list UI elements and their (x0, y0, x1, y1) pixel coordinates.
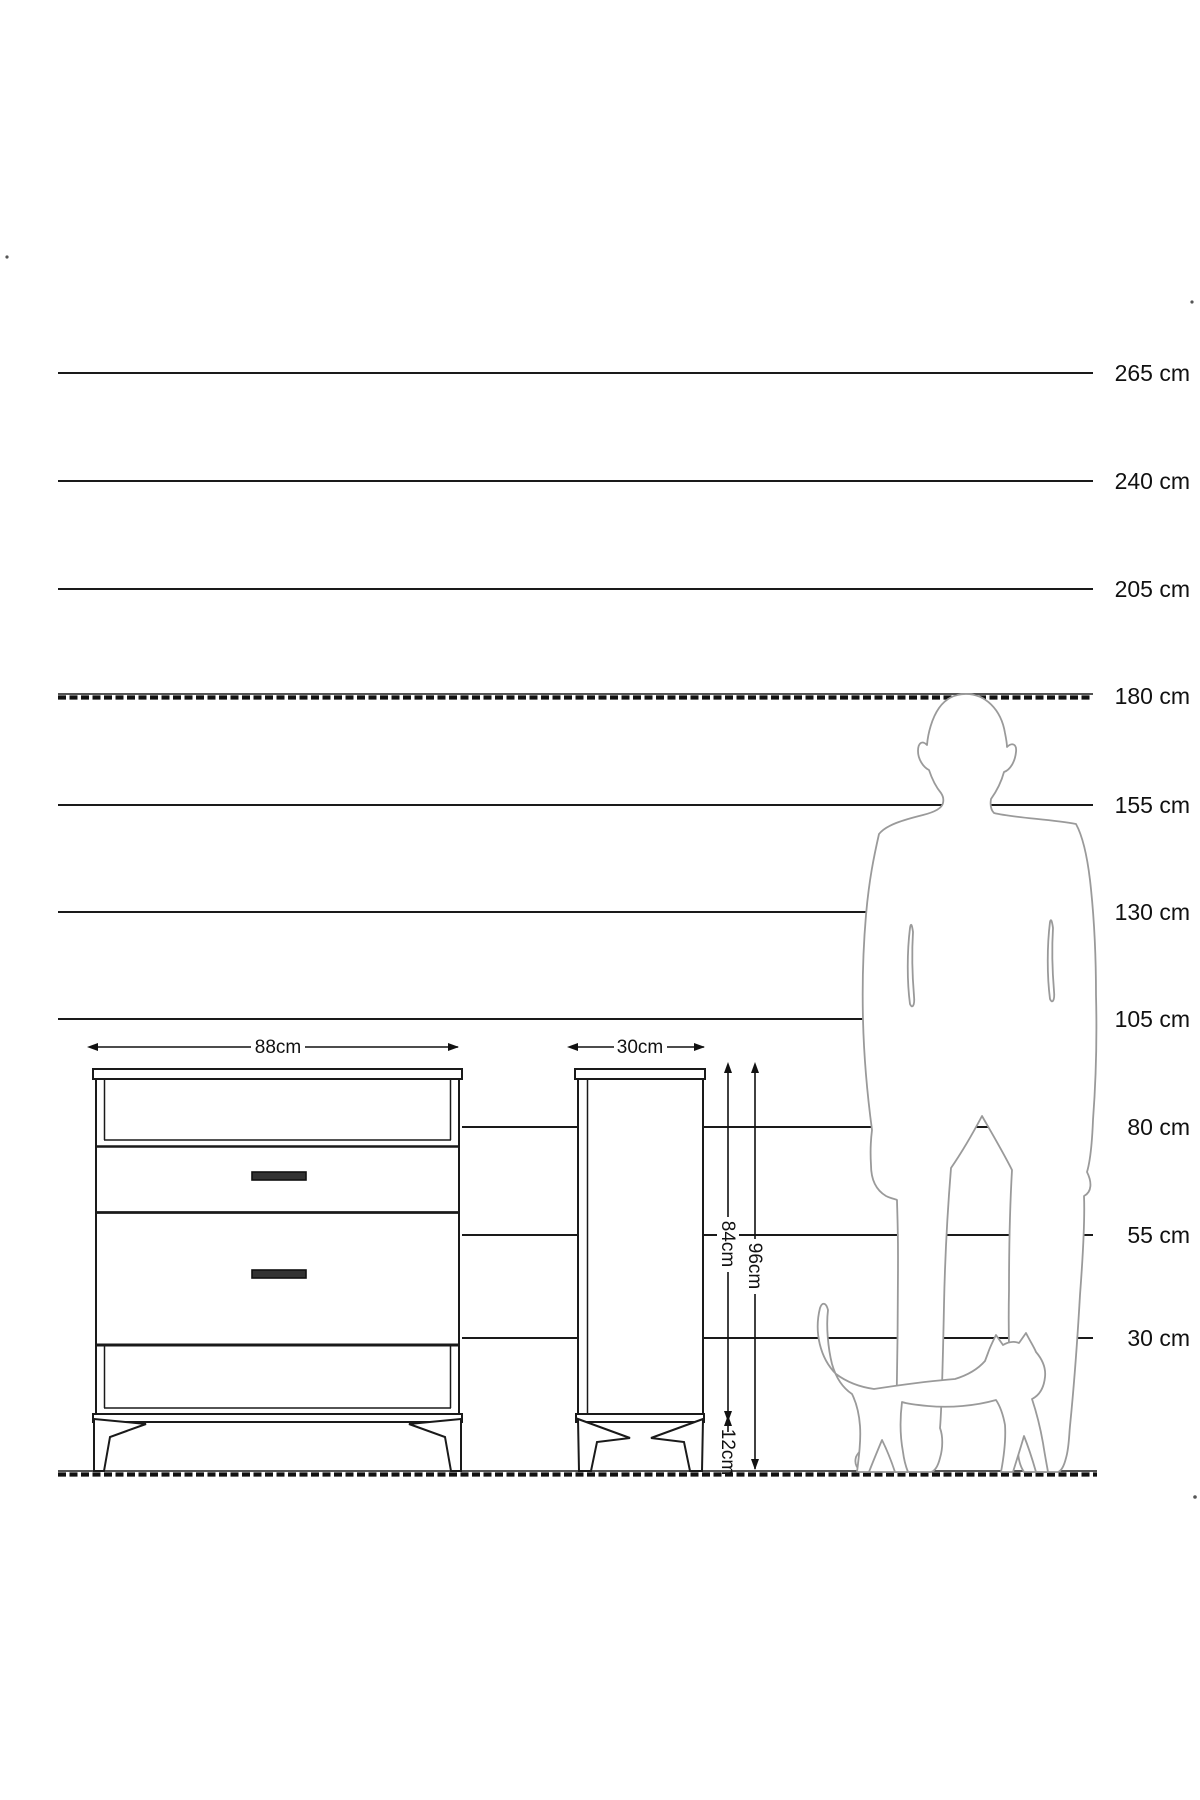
front-top-slab (93, 1069, 462, 1079)
scale-label-105: 105 cm (1114, 1006, 1190, 1032)
dresser-front-view (93, 1069, 462, 1471)
man-arm-gap-right (1048, 920, 1054, 1001)
dresser-side-view (575, 1069, 705, 1471)
leg-height-label: 12cm (717, 1428, 738, 1476)
front-body (96, 1079, 459, 1414)
speck-top-right (1190, 300, 1193, 303)
body-height-label: 84cm (717, 1220, 738, 1268)
ground-line (58, 1471, 1097, 1475)
front-width-label: 88cm (254, 1037, 302, 1058)
side-body (578, 1079, 703, 1414)
front-leg-left (94, 1419, 146, 1471)
scale-label-180: 180 cm (1114, 683, 1190, 709)
scale-label-155: 155 cm (1114, 792, 1190, 818)
scale-label-80: 80 cm (1127, 1114, 1190, 1140)
dim-leg-height (717, 1425, 738, 1475)
side-top-slab (575, 1069, 705, 1079)
man-silhouette (855, 694, 1096, 1472)
front-bottom-slab (93, 1414, 462, 1422)
dim-total-height (744, 1072, 766, 1469)
side-bottom-slab (576, 1414, 704, 1422)
scale-label-55: 55 cm (1127, 1222, 1190, 1248)
side-leg-left (578, 1419, 630, 1471)
side-depth-label: 30cm (616, 1037, 664, 1058)
dim-front-width (97, 1035, 458, 1058)
speck-top-left (5, 255, 8, 258)
front-drawer1-handle (252, 1172, 306, 1180)
height-line-180-dashed (58, 694, 1093, 698)
man-arm-gap-left (908, 925, 914, 1007)
scale-label-240: 240 cm (1114, 468, 1190, 494)
side-leg-right (651, 1419, 703, 1471)
total-height-label: 96cm (744, 1242, 765, 1290)
scale-label-30: 30 cm (1127, 1325, 1190, 1351)
dim-body-height (717, 1072, 739, 1421)
front-leg-right (409, 1419, 461, 1471)
speck-bottom-right (1193, 1495, 1197, 1499)
dim-side-depth (577, 1035, 704, 1058)
scale-label-265: 265 cm (1114, 360, 1190, 386)
scale-label-205: 205 cm (1114, 576, 1190, 602)
scale-label-130: 130 cm (1114, 899, 1190, 925)
front-drawer2-handle (252, 1270, 306, 1278)
